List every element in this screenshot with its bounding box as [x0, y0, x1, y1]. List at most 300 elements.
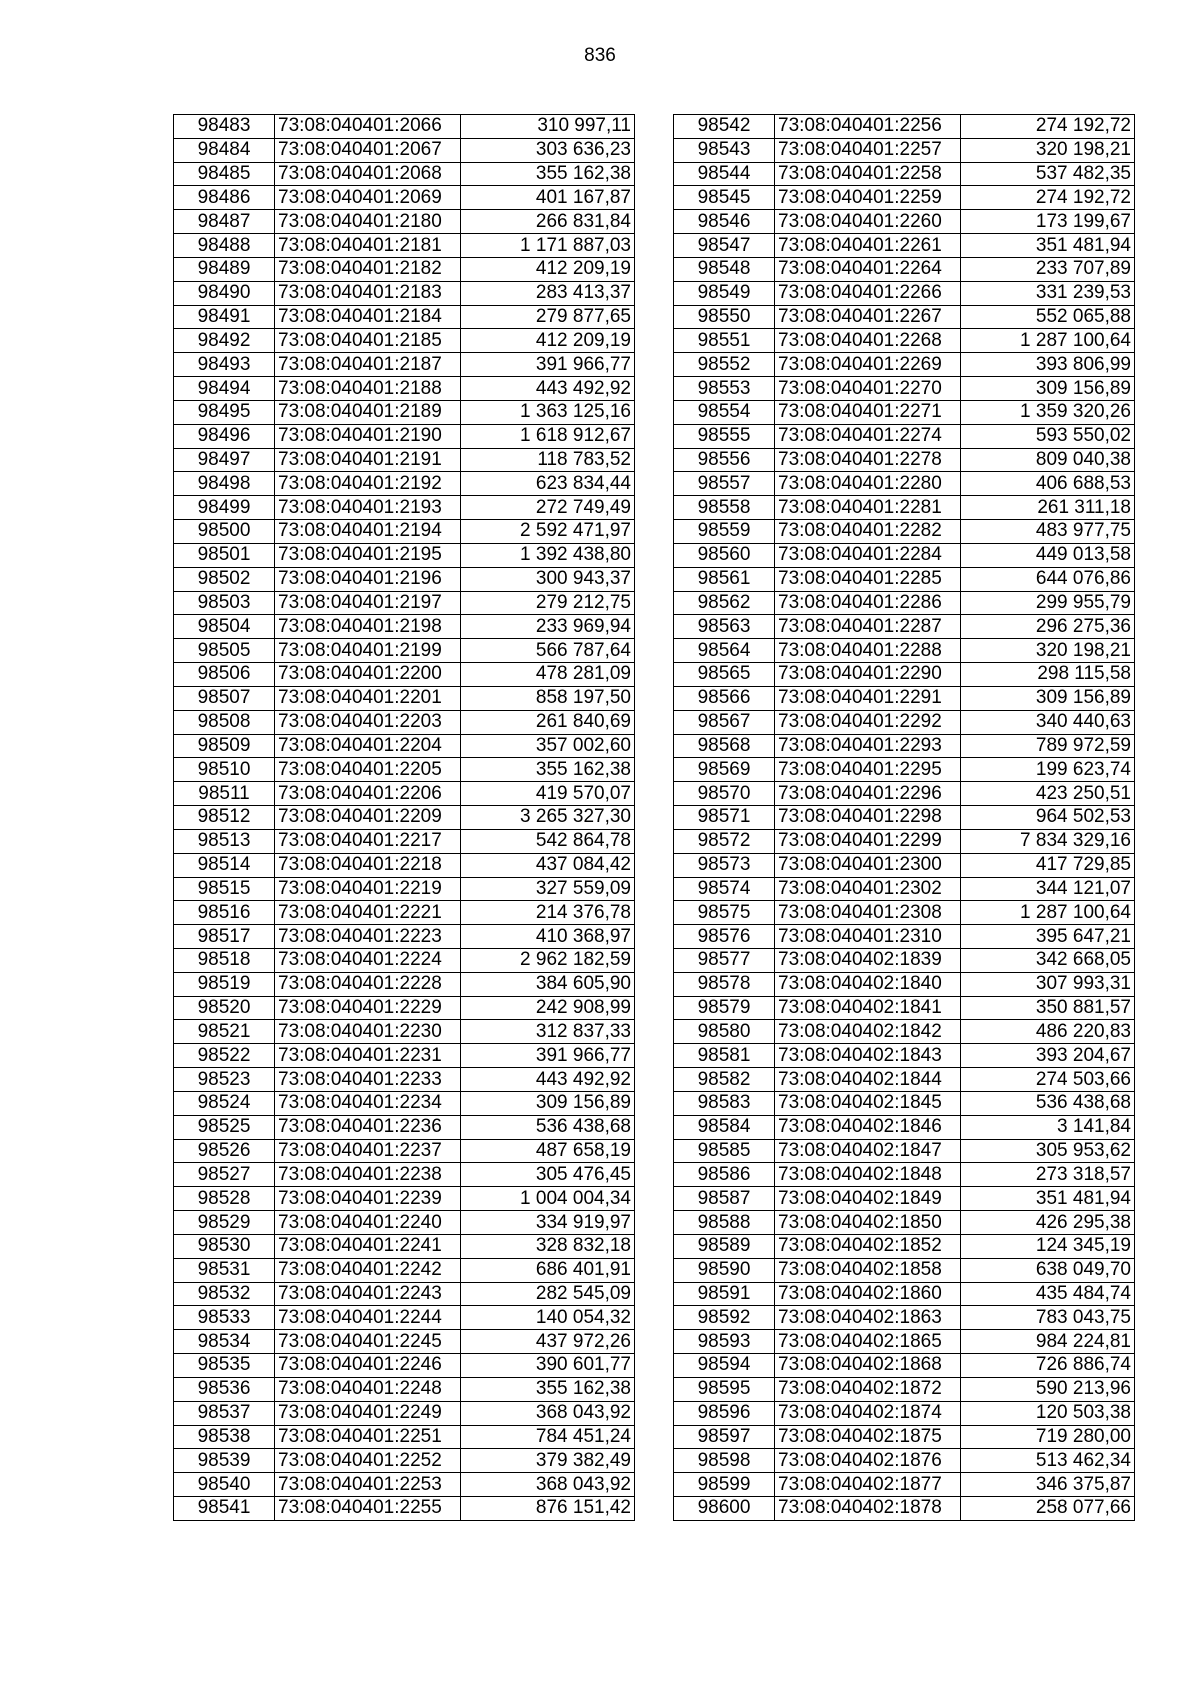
row-id: 98597 — [674, 1425, 775, 1449]
cadastral-number: 73:08:040401:2189 — [275, 400, 461, 424]
table-row — [674, 639, 1135, 663]
table-row — [674, 663, 1135, 687]
row-id: 98517 — [174, 925, 275, 949]
cadastral-number: 73:08:040401:2239 — [275, 1187, 461, 1211]
row-id: 98596 — [674, 1401, 775, 1425]
cadastral-value: 437 084,42 — [461, 853, 635, 877]
table-row — [674, 1091, 1135, 1115]
row-id: 98488 — [174, 234, 275, 258]
row-id: 98525 — [174, 1115, 275, 1139]
cadastral-value: 307 993,31 — [961, 972, 1135, 996]
cadastral-number: 73:08:040401:2248 — [275, 1377, 461, 1401]
table-row — [674, 1354, 1135, 1378]
table-row — [174, 186, 635, 210]
cadastral-value: 478 281,09 — [461, 663, 635, 687]
cadastral-value: 419 570,07 — [461, 782, 635, 806]
table-row — [674, 1068, 1135, 1092]
row-id: 98491 — [174, 305, 275, 329]
table-row — [174, 806, 635, 830]
cadastral-number: 73:08:040401:2290 — [775, 663, 961, 687]
table-row — [174, 210, 635, 234]
cadastral-number: 73:08:040401:2240 — [275, 1211, 461, 1235]
cadastral-value: 644 076,86 — [961, 567, 1135, 591]
cadastral-value: 593 550,02 — [961, 424, 1135, 448]
table-row — [674, 806, 1135, 830]
cadastral-number: 73:08:040401:2218 — [275, 853, 461, 877]
row-id: 98559 — [674, 520, 775, 544]
table-row — [674, 400, 1135, 424]
cadastral-number: 73:08:040401:2180 — [275, 210, 461, 234]
row-id: 98512 — [174, 806, 275, 830]
cadastral-value: 346 375,87 — [961, 1473, 1135, 1497]
cadastral-value: 328 832,18 — [461, 1234, 635, 1258]
cadastral-number: 73:08:040401:2242 — [275, 1258, 461, 1282]
table-row — [174, 615, 635, 639]
table-row — [174, 925, 635, 949]
table-row — [174, 1449, 635, 1473]
cadastral-number: 73:08:040401:2256 — [775, 115, 961, 139]
cadastral-value: 351 481,94 — [961, 234, 1135, 258]
table-row — [674, 710, 1135, 734]
row-id: 98571 — [674, 806, 775, 830]
row-id: 98589 — [674, 1234, 775, 1258]
row-id: 98536 — [174, 1377, 275, 1401]
row-id: 98561 — [674, 567, 775, 591]
row-id: 98509 — [174, 734, 275, 758]
cadastral-number: 73:08:040401:2245 — [275, 1330, 461, 1354]
row-id: 98555 — [674, 424, 775, 448]
cadastral-value: 320 198,21 — [961, 138, 1135, 162]
cadastral-number: 73:08:040401:2249 — [275, 1401, 461, 1425]
cadastral-number: 73:08:040401:2252 — [275, 1449, 461, 1473]
row-id: 98484 — [174, 138, 275, 162]
row-id: 98569 — [674, 758, 775, 782]
cadastral-value: 412 209,19 — [461, 329, 635, 353]
row-id: 98510 — [174, 758, 275, 782]
cadastral-number: 73:08:040401:2278 — [775, 448, 961, 472]
cadastral-number: 73:08:040401:2243 — [275, 1282, 461, 1306]
table-row — [674, 972, 1135, 996]
table-row — [174, 758, 635, 782]
cadastral-value: 809 040,38 — [961, 448, 1135, 472]
cadastral-value: 118 783,52 — [461, 448, 635, 472]
cadastral-value: 1 287 100,64 — [961, 901, 1135, 925]
table-row — [674, 901, 1135, 925]
cadastral-number: 73:08:040402:1860 — [775, 1282, 961, 1306]
cadastral-number: 73:08:040401:2280 — [775, 472, 961, 496]
table-row — [674, 257, 1135, 281]
row-id: 98585 — [674, 1139, 775, 1163]
cadastral-value: 327 559,09 — [461, 877, 635, 901]
row-id: 98524 — [174, 1091, 275, 1115]
cadastral-value: 638 049,70 — [961, 1258, 1135, 1282]
cadastral-number: 73:08:040401:2201 — [275, 686, 461, 710]
table-row — [174, 234, 635, 258]
table-row — [674, 1282, 1135, 1306]
row-id: 98503 — [174, 591, 275, 615]
cadastral-value: 355 162,38 — [461, 162, 635, 186]
table-row — [674, 305, 1135, 329]
row-id: 98579 — [674, 996, 775, 1020]
table-row — [174, 829, 635, 853]
row-id: 98574 — [674, 877, 775, 901]
row-id: 98527 — [174, 1163, 275, 1187]
cadastral-value: 435 484,74 — [961, 1282, 1135, 1306]
row-id: 98516 — [174, 901, 275, 925]
cadastral-number: 73:08:040401:2219 — [275, 877, 461, 901]
cadastral-value: 7 834 329,16 — [961, 829, 1135, 853]
cadastral-number: 73:08:040402:1841 — [775, 996, 961, 1020]
row-id: 98498 — [174, 472, 275, 496]
right-table-body — [674, 115, 1135, 1521]
cadastral-number: 73:08:040401:2191 — [275, 448, 461, 472]
cadastral-value: 303 636,23 — [461, 138, 635, 162]
cadastral-number: 73:08:040402:1865 — [775, 1330, 961, 1354]
cadastral-number: 73:08:040401:2284 — [775, 543, 961, 567]
row-id: 98504 — [174, 615, 275, 639]
row-id: 98553 — [674, 377, 775, 401]
row-id: 98521 — [174, 1020, 275, 1044]
cadastral-number: 73:08:040402:1852 — [775, 1234, 961, 1258]
row-id: 98486 — [174, 186, 275, 210]
cadastral-value: 305 953,62 — [961, 1139, 1135, 1163]
table-row — [174, 1187, 635, 1211]
row-id: 98537 — [174, 1401, 275, 1425]
table-row — [674, 1473, 1135, 1497]
cadastral-value: 309 156,89 — [961, 377, 1135, 401]
cadastral-number: 73:08:040401:2271 — [775, 400, 961, 424]
table-row — [674, 567, 1135, 591]
cadastral-value: 2 592 471,97 — [461, 520, 635, 544]
table-row — [174, 329, 635, 353]
table-row — [174, 305, 635, 329]
cadastral-number: 73:08:040402:1863 — [775, 1306, 961, 1330]
cadastral-number: 73:08:040401:2188 — [275, 377, 461, 401]
row-id: 98531 — [174, 1258, 275, 1282]
row-id: 98513 — [174, 829, 275, 853]
cadastral-value: 401 167,87 — [461, 186, 635, 210]
cadastral-number: 73:08:040401:2187 — [275, 353, 461, 377]
row-id: 98575 — [674, 901, 775, 925]
row-id: 98540 — [174, 1473, 275, 1497]
cadastral-value: 784 451,24 — [461, 1425, 635, 1449]
table-row — [174, 472, 635, 496]
cadastral-number: 73:08:040402:1848 — [775, 1163, 961, 1187]
cadastral-value: 124 345,19 — [961, 1234, 1135, 1258]
cadastral-value: 1 287 100,64 — [961, 329, 1135, 353]
row-id: 98523 — [174, 1068, 275, 1092]
cadastral-value: 536 438,68 — [461, 1115, 635, 1139]
table-row — [674, 877, 1135, 901]
row-id: 98583 — [674, 1091, 775, 1115]
table-row — [674, 496, 1135, 520]
row-id: 98487 — [174, 210, 275, 234]
cadastral-number: 73:08:040401:2068 — [275, 162, 461, 186]
row-id: 98526 — [174, 1139, 275, 1163]
left-table-body — [174, 115, 635, 1521]
cadastral-value: 536 438,68 — [961, 1091, 1135, 1115]
row-id: 98586 — [674, 1163, 775, 1187]
row-id: 98549 — [674, 281, 775, 305]
cadastral-number: 73:08:040401:2270 — [775, 377, 961, 401]
cadastral-value: 406 688,53 — [961, 472, 1135, 496]
row-id: 98587 — [674, 1187, 775, 1211]
table-row — [174, 1425, 635, 1449]
cadastral-value: 391 966,77 — [461, 353, 635, 377]
cadastral-value: 300 943,37 — [461, 567, 635, 591]
table-row — [674, 543, 1135, 567]
table-row — [674, 1187, 1135, 1211]
row-id: 98550 — [674, 305, 775, 329]
table-row — [674, 186, 1135, 210]
cadastral-number: 73:08:040401:2195 — [275, 543, 461, 567]
row-id: 98490 — [174, 281, 275, 305]
cadastral-value: 390 601,77 — [461, 1354, 635, 1378]
table-row — [674, 829, 1135, 853]
row-id: 98572 — [674, 829, 775, 853]
cadastral-number: 73:08:040401:2295 — [775, 758, 961, 782]
table-row — [674, 1306, 1135, 1330]
table-row — [674, 1497, 1135, 1521]
table-row — [674, 1115, 1135, 1139]
cadastral-value: 279 877,65 — [461, 305, 635, 329]
cadastral-value: 426 295,38 — [961, 1211, 1135, 1235]
table-row — [174, 424, 635, 448]
cadastral-value: 120 503,38 — [961, 1401, 1135, 1425]
cadastral-number: 73:08:040401:2069 — [275, 186, 461, 210]
cadastral-number: 73:08:040401:2285 — [775, 567, 961, 591]
table-row — [674, 782, 1135, 806]
cadastral-value: 258 077,66 — [961, 1497, 1135, 1521]
cadastral-value: 393 204,67 — [961, 1044, 1135, 1068]
table-row — [174, 1044, 635, 1068]
row-id: 98573 — [674, 853, 775, 877]
row-id: 98539 — [174, 1449, 275, 1473]
row-id: 98529 — [174, 1211, 275, 1235]
cadastral-value: 395 647,21 — [961, 925, 1135, 949]
cadastral-value: 355 162,38 — [461, 1377, 635, 1401]
table-row — [674, 1044, 1135, 1068]
cadastral-value: 542 864,78 — [461, 829, 635, 853]
row-id: 98483 — [174, 115, 275, 139]
row-id: 98566 — [674, 686, 775, 710]
cadastral-value: 423 250,51 — [961, 782, 1135, 806]
table-row — [174, 138, 635, 162]
cadastral-number: 73:08:040401:2269 — [775, 353, 961, 377]
cadastral-number: 73:08:040401:2261 — [775, 234, 961, 258]
cadastral-value: 1 363 125,16 — [461, 400, 635, 424]
cadastral-number: 73:08:040401:2185 — [275, 329, 461, 353]
row-id: 98514 — [174, 853, 275, 877]
row-id: 98599 — [674, 1473, 775, 1497]
cadastral-value: 876 151,42 — [461, 1497, 635, 1521]
cadastral-number: 73:08:040401:2282 — [775, 520, 961, 544]
cadastral-value: 3 141,84 — [961, 1115, 1135, 1139]
cadastral-number: 73:08:040402:1847 — [775, 1139, 961, 1163]
table-row — [174, 1234, 635, 1258]
table-row — [174, 948, 635, 972]
table-row — [174, 1091, 635, 1115]
cadastral-number: 73:08:040401:2223 — [275, 925, 461, 949]
table-row — [674, 1425, 1135, 1449]
cadastral-value: 309 156,89 — [461, 1091, 635, 1115]
row-id: 98515 — [174, 877, 275, 901]
row-id: 98501 — [174, 543, 275, 567]
cadastral-number: 73:08:040402:1846 — [775, 1115, 961, 1139]
cadastral-number: 73:08:040401:2259 — [775, 186, 961, 210]
row-id: 98542 — [674, 115, 775, 139]
cadastral-value: 487 658,19 — [461, 1139, 635, 1163]
cadastral-value: 342 668,05 — [961, 948, 1135, 972]
cadastral-number: 73:08:040401:2204 — [275, 734, 461, 758]
row-id: 98580 — [674, 1020, 775, 1044]
row-id: 98528 — [174, 1187, 275, 1211]
cadastral-number: 73:08:040401:2183 — [275, 281, 461, 305]
cadastral-value: 686 401,91 — [461, 1258, 635, 1282]
row-id: 98568 — [674, 734, 775, 758]
cadastral-number: 73:08:040402:1843 — [775, 1044, 961, 1068]
cadastral-number: 73:08:040401:2217 — [275, 829, 461, 853]
cadastral-value: 309 156,89 — [961, 686, 1135, 710]
cadastral-number: 73:08:040402:1875 — [775, 1425, 961, 1449]
table-row — [174, 1211, 635, 1235]
cadastral-number: 73:08:040401:2260 — [775, 210, 961, 234]
cadastral-value: 350 881,57 — [961, 996, 1135, 1020]
row-id: 98500 — [174, 520, 275, 544]
row-id: 98590 — [674, 1258, 775, 1282]
cadastral-number: 73:08:040401:2302 — [775, 877, 961, 901]
cadastral-number: 73:08:040401:2288 — [775, 639, 961, 663]
table-row — [174, 1377, 635, 1401]
table-row — [674, 377, 1135, 401]
cadastral-value: 393 806,99 — [961, 353, 1135, 377]
cadastral-value: 296 275,36 — [961, 615, 1135, 639]
table-row — [674, 853, 1135, 877]
cadastral-number: 73:08:040401:2298 — [775, 806, 961, 830]
row-id: 98562 — [674, 591, 775, 615]
table-row — [174, 257, 635, 281]
cadastral-number: 73:08:040401:2237 — [275, 1139, 461, 1163]
row-id: 98489 — [174, 257, 275, 281]
cadastral-number: 73:08:040402:1876 — [775, 1449, 961, 1473]
table-row — [174, 448, 635, 472]
cadastral-value: 590 213,96 — [961, 1377, 1135, 1401]
row-id: 98584 — [674, 1115, 775, 1139]
cadastral-value: 273 318,57 — [961, 1163, 1135, 1187]
table-row — [674, 281, 1135, 305]
cadastral-number: 73:08:040401:2193 — [275, 496, 461, 520]
table-row — [174, 496, 635, 520]
table-row — [674, 353, 1135, 377]
row-id: 98499 — [174, 496, 275, 520]
table-row — [674, 1234, 1135, 1258]
cadastral-number: 73:08:040401:2287 — [775, 615, 961, 639]
left-table — [173, 114, 635, 1521]
table-row — [174, 115, 635, 139]
cadastral-value: 443 492,92 — [461, 1068, 635, 1092]
table-row — [674, 234, 1135, 258]
row-id: 98565 — [674, 663, 775, 687]
cadastral-value: 320 198,21 — [961, 639, 1135, 663]
cadastral-number: 73:08:040402:1874 — [775, 1401, 961, 1425]
cadastral-number: 73:08:040401:2221 — [275, 901, 461, 925]
table-row — [674, 758, 1135, 782]
table-row — [174, 281, 635, 305]
cadastral-value: 272 749,49 — [461, 496, 635, 520]
cadastral-value: 312 837,33 — [461, 1020, 635, 1044]
table-row — [674, 615, 1135, 639]
cadastral-value: 1 392 438,80 — [461, 543, 635, 567]
cadastral-number: 73:08:040401:2209 — [275, 806, 461, 830]
row-id: 98564 — [674, 639, 775, 663]
cadastral-number: 73:08:040401:2293 — [775, 734, 961, 758]
table-row — [174, 877, 635, 901]
row-id: 98519 — [174, 972, 275, 996]
row-id: 98533 — [174, 1306, 275, 1330]
row-id: 98546 — [674, 210, 775, 234]
table-row — [674, 925, 1135, 949]
cadastral-number: 73:08:040401:2255 — [275, 1497, 461, 1521]
table-row — [174, 663, 635, 687]
cadastral-number: 73:08:040401:2266 — [775, 281, 961, 305]
table-row — [674, 1449, 1135, 1473]
cadastral-number: 73:08:040401:2228 — [275, 972, 461, 996]
cadastral-number: 73:08:040401:2196 — [275, 567, 461, 591]
cadastral-number: 73:08:040401:2067 — [275, 138, 461, 162]
cadastral-value: 266 831,84 — [461, 210, 635, 234]
table-row — [674, 996, 1135, 1020]
table-row — [174, 686, 635, 710]
cadastral-value: 279 212,75 — [461, 591, 635, 615]
cadastral-number: 73:08:040401:2194 — [275, 520, 461, 544]
cadastral-value: 214 376,78 — [461, 901, 635, 925]
cadastral-number: 73:08:040402:1868 — [775, 1354, 961, 1378]
table-row — [174, 567, 635, 591]
table-row — [674, 1330, 1135, 1354]
cadastral-number: 73:08:040401:2190 — [275, 424, 461, 448]
cadastral-value: 199 623,74 — [961, 758, 1135, 782]
cadastral-number: 73:08:040401:2198 — [275, 615, 461, 639]
cadastral-number: 73:08:040401:2286 — [775, 591, 961, 615]
cadastral-number: 73:08:040401:2296 — [775, 782, 961, 806]
table-row — [174, 1020, 635, 1044]
cadastral-number: 73:08:040401:2268 — [775, 329, 961, 353]
table-row — [174, 1258, 635, 1282]
cadastral-value: 298 115,58 — [961, 663, 1135, 687]
table-row — [174, 996, 635, 1020]
cadastral-value: 274 192,72 — [961, 115, 1135, 139]
row-id: 98595 — [674, 1377, 775, 1401]
row-id: 98557 — [674, 472, 775, 496]
cadastral-number: 73:08:040401:2236 — [275, 1115, 461, 1139]
row-id: 98485 — [174, 162, 275, 186]
row-id: 98494 — [174, 377, 275, 401]
cadastral-number: 73:08:040401:2229 — [275, 996, 461, 1020]
table-row — [174, 1354, 635, 1378]
row-id: 98578 — [674, 972, 775, 996]
cadastral-value: 140 054,32 — [461, 1306, 635, 1330]
table-row — [174, 1306, 635, 1330]
table-row — [174, 1068, 635, 1092]
cadastral-value: 340 440,63 — [961, 710, 1135, 734]
cadastral-number: 73:08:040402:1872 — [775, 1377, 961, 1401]
cadastral-value: 719 280,00 — [961, 1425, 1135, 1449]
cadastral-value: 331 239,53 — [961, 281, 1135, 305]
cadastral-value: 537 482,35 — [961, 162, 1135, 186]
cadastral-value: 233 707,89 — [961, 257, 1135, 281]
cadastral-number: 73:08:040401:2184 — [275, 305, 461, 329]
cadastral-number: 73:08:040401:2257 — [775, 138, 961, 162]
